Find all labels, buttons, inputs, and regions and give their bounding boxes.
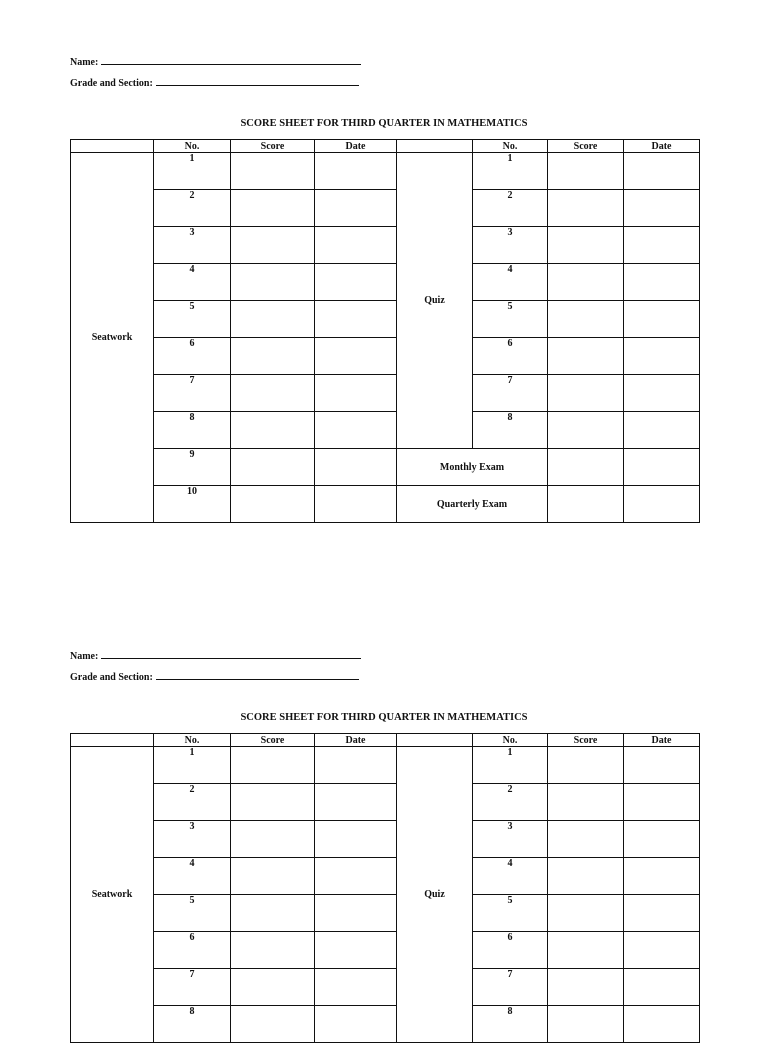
header-date: Date xyxy=(315,734,397,747)
seatwork-date-cell[interactable] xyxy=(315,1006,397,1043)
quiz-number: 4 xyxy=(473,858,548,895)
quiz-label: Quiz xyxy=(397,153,473,449)
exam-date-cell[interactable] xyxy=(624,449,700,486)
seatwork-number: 9 xyxy=(154,449,231,486)
header-score: Score xyxy=(231,140,315,153)
seatwork-date-cell[interactable] xyxy=(315,264,397,301)
score-table-body xyxy=(71,140,700,523)
table-row xyxy=(71,895,700,932)
quiz-score-cell[interactable] xyxy=(548,338,624,375)
seatwork-score-cell[interactable] xyxy=(231,747,315,784)
quiz-number: 7 xyxy=(473,969,548,1006)
quiz-date-cell[interactable] xyxy=(624,375,700,412)
table-row xyxy=(71,412,700,449)
quiz-score-cell[interactable] xyxy=(548,858,624,895)
score-table xyxy=(70,139,700,523)
quiz-number: 5 xyxy=(473,895,548,932)
seatwork-score-cell[interactable] xyxy=(231,486,315,523)
header-row xyxy=(71,734,700,747)
table-row xyxy=(71,747,700,784)
quiz-number: 1 xyxy=(473,153,548,190)
seatwork-date-cell[interactable] xyxy=(315,858,397,895)
quiz-number: 2 xyxy=(473,784,548,821)
quiz-number: 8 xyxy=(473,412,548,449)
grade-section-field xyxy=(70,76,359,90)
seatwork-number: 10 xyxy=(154,486,231,523)
header-blank-cell xyxy=(397,734,473,747)
seatwork-score-cell[interactable] xyxy=(231,858,315,895)
quiz-score-cell[interactable] xyxy=(548,227,624,264)
table-row xyxy=(71,301,700,338)
table-row xyxy=(71,227,700,264)
seatwork-label: Seatwork xyxy=(71,153,154,523)
table-row xyxy=(71,190,700,227)
table-row xyxy=(71,1006,700,1043)
quiz-date-cell[interactable] xyxy=(624,747,700,784)
quiz-date-cell[interactable] xyxy=(624,895,700,932)
seatwork-date-cell[interactable] xyxy=(315,301,397,338)
seatwork-score-cell[interactable] xyxy=(231,932,315,969)
grade-section-label: Grade and Section: xyxy=(70,672,153,683)
seatwork-number: 2 xyxy=(154,190,231,227)
seatwork-number: 5 xyxy=(154,895,231,932)
seatwork-score-cell[interactable] xyxy=(231,153,315,190)
quiz-score-cell[interactable] xyxy=(548,190,624,227)
score-table xyxy=(70,733,700,1043)
seatwork-label: Seatwork xyxy=(71,747,154,1043)
quiz-score-cell[interactable] xyxy=(548,747,624,784)
seatwork-score-cell[interactable] xyxy=(231,784,315,821)
quiz-number: 6 xyxy=(473,932,548,969)
seatwork-number: 6 xyxy=(154,338,231,375)
quiz-score-cell[interactable] xyxy=(548,969,624,1006)
quiz-score-cell[interactable] xyxy=(548,264,624,301)
header-no: No. xyxy=(154,734,231,747)
quiz-score-cell[interactable] xyxy=(548,153,624,190)
quiz-date-cell[interactable] xyxy=(624,969,700,1006)
header-score: Score xyxy=(548,140,624,153)
quiz-score-cell[interactable] xyxy=(548,821,624,858)
header-row xyxy=(71,140,700,153)
seatwork-number: 8 xyxy=(154,1006,231,1043)
header-blank-cell xyxy=(71,734,154,747)
seatwork-date-cell[interactable] xyxy=(315,190,397,227)
header-score: Score xyxy=(548,734,624,747)
seatwork-date-cell[interactable] xyxy=(315,486,397,523)
quiz-date-cell[interactable] xyxy=(624,932,700,969)
seatwork-date-cell[interactable] xyxy=(315,338,397,375)
table-row xyxy=(71,932,700,969)
quiz-date-cell[interactable] xyxy=(624,153,700,190)
seatwork-date-cell[interactable] xyxy=(315,153,397,190)
seatwork-number: 8 xyxy=(154,412,231,449)
seatwork-score-cell[interactable] xyxy=(231,895,315,932)
seatwork-number: 5 xyxy=(154,301,231,338)
seatwork-number: 2 xyxy=(154,784,231,821)
header-date: Date xyxy=(315,140,397,153)
quarterly-exam-label: Quarterly Exam xyxy=(397,486,548,523)
seatwork-score-cell[interactable] xyxy=(231,301,315,338)
seatwork-score-cell[interactable] xyxy=(231,264,315,301)
seatwork-number: 7 xyxy=(154,969,231,1006)
header-date: Date xyxy=(624,734,700,747)
header-blank-cell xyxy=(71,140,154,153)
name-label: Name: xyxy=(70,651,99,662)
seatwork-number: 4 xyxy=(154,858,231,895)
header-score: Score xyxy=(231,734,315,747)
quiz-score-cell[interactable] xyxy=(548,1006,624,1043)
quiz-date-cell[interactable] xyxy=(624,227,700,264)
quiz-date-cell[interactable] xyxy=(624,190,700,227)
seatwork-score-cell[interactable] xyxy=(231,190,315,227)
quiz-score-cell[interactable] xyxy=(548,932,624,969)
name-line[interactable] xyxy=(101,55,361,65)
quiz-score-cell[interactable] xyxy=(548,301,624,338)
seatwork-date-cell[interactable] xyxy=(315,412,397,449)
quiz-score-cell[interactable] xyxy=(548,375,624,412)
table-row xyxy=(71,153,700,190)
table-row xyxy=(71,338,700,375)
header-no: No. xyxy=(473,140,548,153)
seatwork-number: 1 xyxy=(154,747,231,784)
quiz-date-cell[interactable] xyxy=(624,821,700,858)
quiz-date-cell[interactable] xyxy=(624,1006,700,1043)
seatwork-score-cell[interactable] xyxy=(231,821,315,858)
monthly-exam-label: Monthly Exam xyxy=(397,449,548,486)
quiz-date-cell[interactable] xyxy=(624,784,700,821)
seatwork-number: 1 xyxy=(154,153,231,190)
table-row xyxy=(71,784,700,821)
name-line[interactable] xyxy=(101,649,361,659)
header-date: Date xyxy=(624,140,700,153)
quiz-date-cell[interactable] xyxy=(624,264,700,301)
seatwork-score-cell[interactable] xyxy=(231,1006,315,1043)
exam-score-cell[interactable] xyxy=(548,449,624,486)
grade-section-line[interactable] xyxy=(156,670,359,680)
seatwork-date-cell[interactable] xyxy=(315,449,397,486)
seatwork-score-cell[interactable] xyxy=(231,338,315,375)
sheet-title: SCORE SHEET FOR THIRD QUARTER IN MATHEMATICS xyxy=(240,118,528,129)
quiz-number: 1 xyxy=(473,747,548,784)
table-row xyxy=(71,264,700,301)
seatwork-date-cell[interactable] xyxy=(315,375,397,412)
grade-section-field xyxy=(70,670,359,684)
seatwork-number: 4 xyxy=(154,264,231,301)
seatwork-date-cell[interactable] xyxy=(315,932,397,969)
quiz-number: 4 xyxy=(473,264,548,301)
quiz-number: 7 xyxy=(473,375,548,412)
exam-score-cell[interactable] xyxy=(548,486,624,523)
grade-section-line[interactable] xyxy=(156,76,359,86)
quiz-date-cell[interactable] xyxy=(624,338,700,375)
quiz-date-cell[interactable] xyxy=(624,301,700,338)
seatwork-score-cell[interactable] xyxy=(231,227,315,264)
table-row xyxy=(71,821,700,858)
seatwork-number: 6 xyxy=(154,932,231,969)
quiz-score-cell[interactable] xyxy=(548,784,624,821)
header-no: No. xyxy=(473,734,548,747)
quiz-score-cell[interactable] xyxy=(548,412,624,449)
name-field xyxy=(70,55,361,69)
quiz-number: 2 xyxy=(473,190,548,227)
seatwork-score-cell[interactable] xyxy=(231,412,315,449)
header-no: No. xyxy=(154,140,231,153)
table-row xyxy=(71,375,700,412)
quiz-date-cell[interactable] xyxy=(624,412,700,449)
grade-section-label: Grade and Section: xyxy=(70,78,153,89)
table-row xyxy=(71,486,700,523)
table-row xyxy=(71,858,700,895)
seatwork-score-cell[interactable] xyxy=(231,969,315,1006)
quiz-number: 8 xyxy=(473,1006,548,1043)
quiz-score-cell[interactable] xyxy=(548,895,624,932)
seatwork-date-cell[interactable] xyxy=(315,784,397,821)
seatwork-date-cell[interactable] xyxy=(315,747,397,784)
seatwork-number: 3 xyxy=(154,227,231,264)
exam-date-cell[interactable] xyxy=(624,486,700,523)
quiz-number: 3 xyxy=(473,227,548,264)
seatwork-number: 7 xyxy=(154,375,231,412)
seatwork-number: 3 xyxy=(154,821,231,858)
seatwork-score-cell[interactable] xyxy=(231,375,315,412)
table-row xyxy=(71,449,700,486)
seatwork-score-cell[interactable] xyxy=(231,449,315,486)
table-row xyxy=(71,969,700,1006)
name-field xyxy=(70,649,361,663)
quiz-number: 5 xyxy=(473,301,548,338)
seatwork-date-cell[interactable] xyxy=(315,969,397,1006)
sheet-title: SCORE SHEET FOR THIRD QUARTER IN MATHEMATICS xyxy=(240,712,528,723)
quiz-label: Quiz xyxy=(397,747,473,1043)
seatwork-date-cell[interactable] xyxy=(315,821,397,858)
name-label: Name: xyxy=(70,57,99,68)
seatwork-date-cell[interactable] xyxy=(315,227,397,264)
score-table-body xyxy=(71,734,700,1043)
quiz-number: 3 xyxy=(473,821,548,858)
header-blank-cell xyxy=(397,140,473,153)
quiz-date-cell[interactable] xyxy=(624,858,700,895)
seatwork-date-cell[interactable] xyxy=(315,895,397,932)
quiz-number: 6 xyxy=(473,338,548,375)
